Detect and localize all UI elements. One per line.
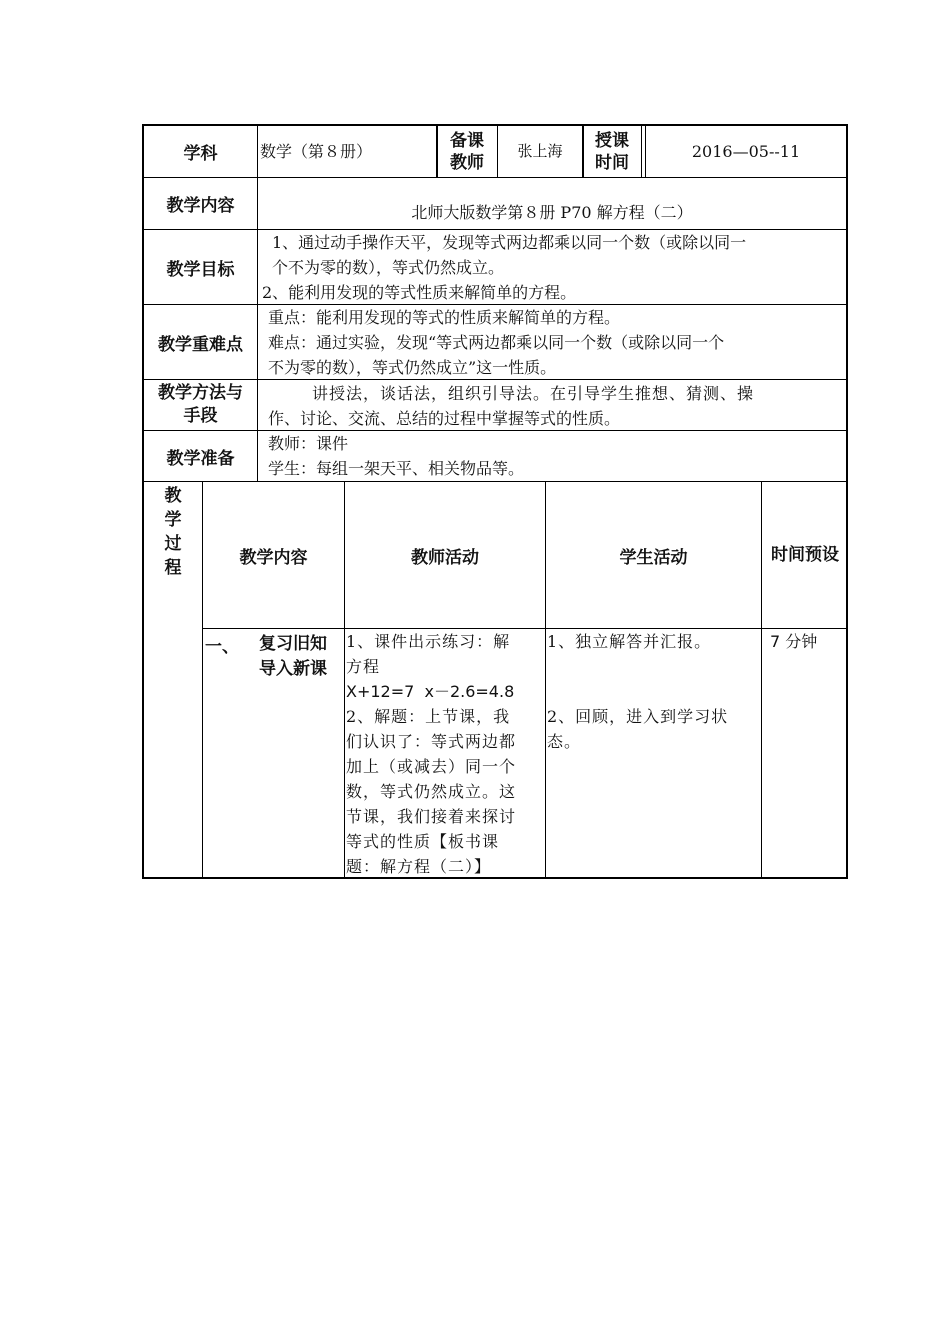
process-header-time: 时间预设 xyxy=(771,544,839,565)
goals-line-1: 1、通过动手操作天平，发现等式两边都乘以同一个数（或除以同一 xyxy=(272,233,747,252)
goals-line-2: 个不为零的数），等式仍然成立。 xyxy=(272,258,505,277)
step-number: 一、 xyxy=(205,637,239,657)
prep-student-line: 学生：每组一架天平、相关物品等。 xyxy=(268,459,525,478)
student-line-blank xyxy=(547,654,761,679)
process-header-teacher: 教师活动 xyxy=(411,547,479,568)
teacher-line: 等式的性质【板书课 xyxy=(346,832,500,851)
teach-time-label: 授课时间 xyxy=(595,130,629,173)
teacher-line: 题：解方程（二）】 xyxy=(346,857,492,876)
subject-label: 学科 xyxy=(183,144,218,164)
process-header-student: 学生活动 xyxy=(619,547,688,568)
student-line-blank xyxy=(547,679,761,704)
step-time: 7 分钟 xyxy=(770,632,818,651)
prep-label: 教学准备 xyxy=(166,448,235,469)
process-header-content: 教学内容 xyxy=(239,547,308,568)
teacher-equations: X+12=7 x－2.6=4.8 xyxy=(346,682,515,701)
student-line: 2、回顾，进入到学习状 xyxy=(547,707,729,726)
methods-line-2: 作、讨论、交流、总结的过程中掌握等式的性质。 xyxy=(268,409,621,428)
difficulty-line: 难点：通过实验，发现“等式两边都乘以同一个数（或除以同一个 xyxy=(268,333,725,352)
teacher-line: 们认识了：等式两边都 xyxy=(346,732,517,751)
step-title: 复习旧知导入新课 xyxy=(259,634,327,679)
teacher-line: 方程 xyxy=(346,657,381,676)
goals-text xyxy=(262,230,846,305)
student-line: 1、独立解答并汇报。 xyxy=(547,632,712,651)
content-value: 北师大版数学第８册 P70 解方程（二） xyxy=(411,203,693,222)
prep-teacher-value: 张上海 xyxy=(517,142,563,160)
teacher-line: 1、课件出示练习：解 xyxy=(346,632,511,651)
key-points-label: 教学重难点 xyxy=(158,334,243,355)
step-teacher-activity xyxy=(346,629,546,879)
prep-teacher-label: 备课教师 xyxy=(450,130,484,173)
step-student-activity xyxy=(547,629,761,754)
goals-line-3: 2、能利用发现的等式性质来解简单的方程。 xyxy=(262,283,577,302)
key-points-text xyxy=(268,305,846,380)
teacher-line: 加上（或减去）同一个 xyxy=(346,757,517,776)
prep-teacher-line: 教师：课件 xyxy=(268,434,349,453)
methods-text xyxy=(268,381,843,431)
teach-time-value: 2016—05--11 xyxy=(691,142,801,161)
content-label: 教学内容 xyxy=(166,196,235,216)
methods-label: 教学方法与手段 xyxy=(158,383,243,426)
teacher-line: 节课，我们接着来探讨 xyxy=(346,807,517,826)
goals-label: 教学目标 xyxy=(166,259,235,280)
process-side-label: 教学过程 xyxy=(164,486,182,578)
teacher-line: 数，等式仍然成立。这 xyxy=(346,782,517,801)
difficulty-line-cont: 不为零的数），等式仍然成立”这一性质。 xyxy=(268,358,557,377)
teacher-line: 2、解题：上节课，我 xyxy=(346,707,511,726)
methods-line-1: 讲授法，谈话法，组织引导法。在引导学生推想、猜测、操 xyxy=(312,384,755,403)
student-line: 态。 xyxy=(547,732,582,751)
key-point-line: 重点：能利用发现的等式的性质来解简单的方程。 xyxy=(268,308,621,327)
prep-text xyxy=(268,431,846,481)
subject-value: 数学（第８册） xyxy=(260,142,373,161)
